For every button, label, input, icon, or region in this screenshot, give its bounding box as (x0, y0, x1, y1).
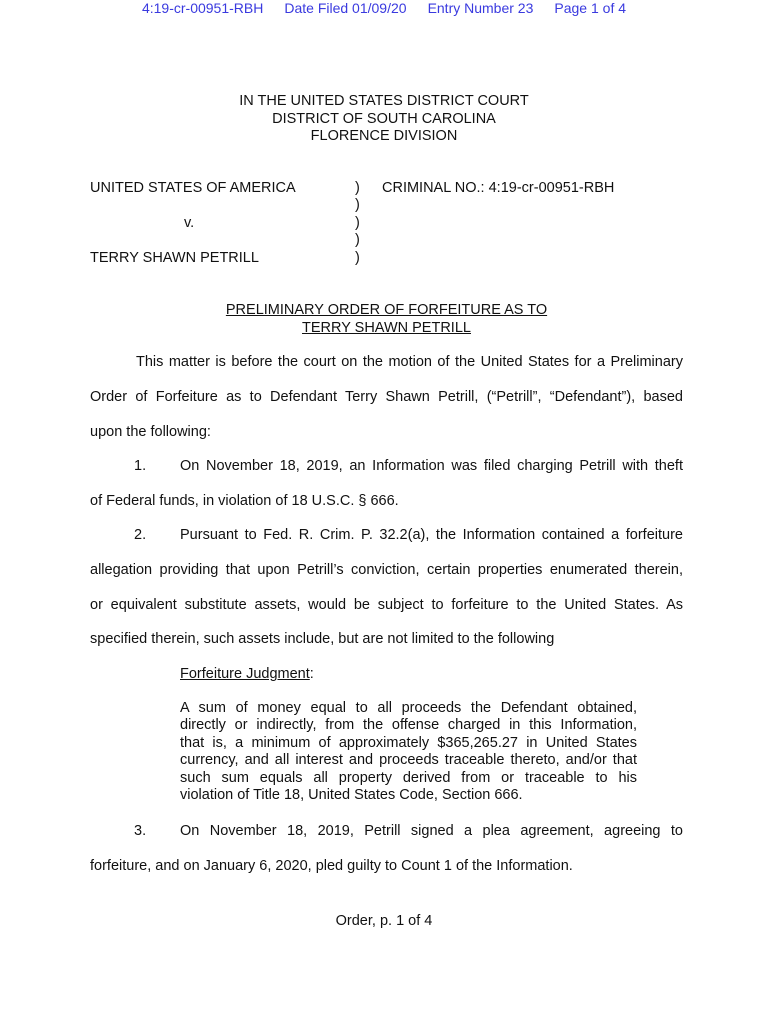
title-line: TERRY SHAWN PETRILL (302, 320, 471, 336)
paragraph-line: specified therein, such assets include, but are not limited to the following (90, 631, 555, 647)
block-quote-line: violation of Title 18, United States Code, Section 666. (180, 787, 523, 804)
paragraph-line: forfeiture, and on January 6, 2020, pled guilty to Count 1 of the Information. (90, 858, 573, 874)
forfeiture-judgment-colon: : (309, 666, 314, 682)
court-division: FLORENCE DIVISION (310, 128, 458, 144)
paragraph-number: 1. (134, 458, 147, 474)
caption-paren: ) (355, 250, 360, 266)
paragraph-line: allegation providing that upon Petrill’s conviction, certain properties enumerated therein, (90, 562, 683, 578)
forfeiture-block-quote (180, 700, 637, 804)
intro-line: This matter is before the court on the motion of the United States for a Preliminary (136, 354, 683, 370)
block-quote-line: directly or indirectly, from the offense charged in this Information, (180, 717, 637, 734)
caption-plaintiff: UNITED STATES OF AMERICA (90, 180, 296, 196)
paragraph-line: or equivalent substitute assets, would be subject to forfeiture to the United States. As (90, 597, 683, 613)
paragraph-line: On November 18, 2019, an Information was filed charging Petrill with theft (180, 458, 683, 474)
caption-defendant: TERRY SHAWN PETRILL (90, 250, 259, 266)
court-district: DISTRICT OF SOUTH CAROLINA (272, 110, 496, 127)
entry-number: Entry Number 23 (427, 0, 534, 16)
paragraph-number: 3. (134, 823, 147, 839)
date-filed: Date Filed 01/09/20 (284, 0, 407, 16)
court-heading (0, 93, 768, 146)
document-title (0, 301, 768, 337)
caption-paren: ) (355, 215, 360, 231)
block-quote-line: such sum equals all property derived from or traceable to his (180, 769, 637, 786)
forfeiture-judgment-heading (180, 665, 314, 683)
caption-versus: v. (184, 215, 195, 231)
court-name: IN THE UNITED STATES DISTRICT COURT (239, 93, 529, 109)
case-number: 4:19-cr-00951-RBH (141, 0, 264, 16)
title-line: PRELIMINARY ORDER OF FORFEITURE AS TO (225, 302, 548, 318)
caption-paren: ) (355, 197, 360, 213)
intro-line: upon the following: (90, 424, 211, 440)
paragraph-line: of Federal funds, in violation of 18 U.S.C. § 666. (90, 493, 399, 509)
paragraph-number: 2. (134, 527, 147, 543)
block-quote-line: that is, a minimum of approximately $365,265.27 in United States (180, 734, 637, 751)
paragraph-line: Pursuant to Fed. R. Crim. P. 32.2(a), the Information contained a forfeiture (180, 527, 683, 543)
paragraph-line: On November 18, 2019, Petrill signed a plea agreement, agreeing to (180, 823, 683, 839)
caption-paren: ) (355, 232, 360, 248)
ecf-header (0, 0, 768, 16)
forfeiture-judgment-label: Forfeiture Judgment (180, 666, 310, 682)
page-footer: Order, p. 1 of 4 (335, 913, 433, 929)
caption-paren: ) (355, 180, 360, 196)
block-quote-line: currency, and all interest and proceeds traceable thereto, and/or that (180, 752, 637, 769)
block-quote-line: A sum of money equal to all proceeds the Defendant obtained, (180, 700, 637, 716)
criminal-number: CRIMINAL NO.: 4:19-cr-00951-RBH (382, 180, 615, 196)
page-indicator: Page 1 of 4 (554, 0, 627, 16)
intro-line: Order of Forfeiture as to Defendant Terry Shawn Petrill, (“Petrill”, “Defendant”), based (90, 389, 683, 405)
